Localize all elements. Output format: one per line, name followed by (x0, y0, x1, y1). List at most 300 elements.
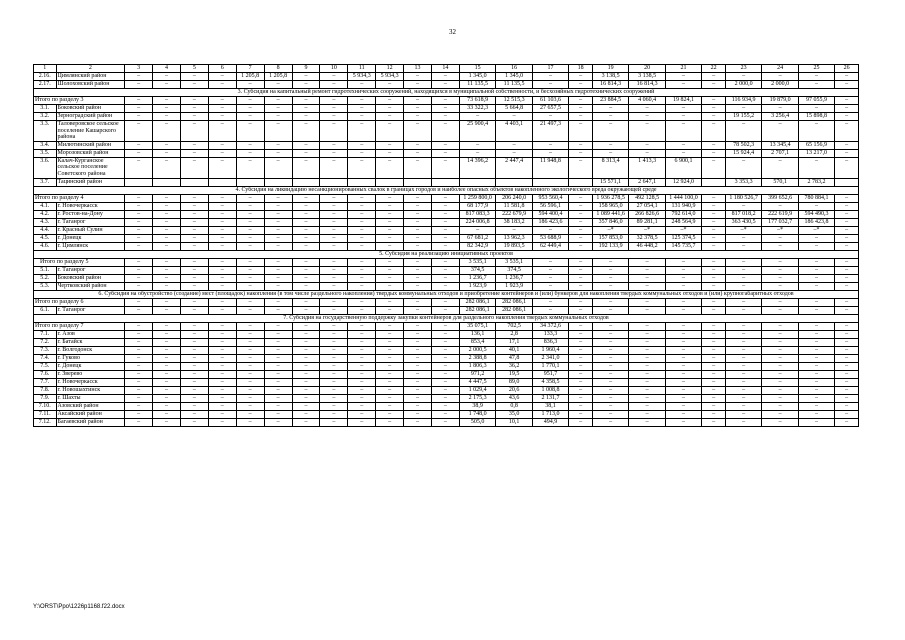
value-cell: – (496, 226, 532, 234)
value-cell: – (236, 157, 264, 178)
value-cell: – (292, 121, 320, 142)
table-row (34, 282, 859, 290)
value-cell: – (376, 370, 404, 378)
value-cell: – (292, 354, 320, 362)
value-cell (835, 178, 859, 186)
value-cell: – (376, 362, 404, 370)
value-cell: – (264, 141, 292, 149)
value-cell: – (431, 346, 459, 354)
value-cell: – (180, 402, 208, 410)
value-cell: – (208, 226, 236, 234)
value-cell: – (629, 113, 665, 121)
value-cell: 136,1 (459, 330, 495, 338)
value-cell: 89 281,1 (629, 218, 665, 226)
value-cell: – (592, 354, 628, 362)
value-cell: – (153, 105, 181, 113)
value-cell: 43,6 (496, 394, 532, 402)
value-cell: – (208, 202, 236, 210)
value-cell: – (725, 338, 761, 346)
value-cell: 16 814,3 (592, 81, 628, 89)
value-cell: – (702, 73, 726, 81)
value-cell: – (264, 81, 292, 89)
value-cell: – (798, 298, 834, 306)
municipality-name: Багаевский район (56, 418, 125, 426)
value-cell: – (404, 274, 432, 282)
value-cell: – (725, 298, 761, 306)
value-cell: – (665, 386, 701, 394)
value-cell: – (376, 258, 404, 266)
value-cell: – (665, 394, 701, 402)
value-cell: 13 217,0 (798, 149, 834, 157)
value-cell: – (348, 354, 376, 362)
value-cell: – (320, 346, 348, 354)
value-cell: – (208, 81, 236, 89)
value-cell: – (569, 121, 593, 142)
value-cell (320, 178, 348, 186)
value-cell: – (665, 338, 701, 346)
value-cell: 25 900,4 (459, 121, 495, 142)
value-cell: –* (762, 226, 798, 234)
value-cell: – (798, 202, 834, 210)
value-cell: – (431, 242, 459, 250)
column-number-cell: 11 (348, 65, 376, 73)
value-cell: – (208, 386, 236, 394)
table-row (34, 362, 859, 370)
value-cell: – (835, 113, 859, 121)
value-cell: – (592, 338, 628, 346)
value-cell: – (264, 266, 292, 274)
value-cell: – (532, 298, 568, 306)
value-cell: – (264, 386, 292, 394)
value-cell: – (835, 282, 859, 290)
value-cell: – (431, 330, 459, 338)
value-cell: – (376, 322, 404, 330)
value-cell: 14 396,2 (459, 157, 495, 178)
value-cell: – (431, 298, 459, 306)
value-cell: – (725, 258, 761, 266)
value-cell: – (348, 298, 376, 306)
section-total-row (34, 322, 859, 330)
value-cell: – (404, 306, 432, 314)
value-cell: – (725, 330, 761, 338)
value-cell: – (320, 274, 348, 282)
value-cell: 1 923,9 (496, 282, 532, 290)
value-cell: – (125, 266, 153, 274)
value-cell: – (264, 322, 292, 330)
value-cell: 505,0 (459, 418, 495, 426)
value-cell: – (376, 194, 404, 202)
value-cell: 19 879,0 (762, 97, 798, 105)
value-cell: 1 259 800,0 (459, 194, 495, 202)
row-number: 5.2. (34, 274, 57, 282)
column-number-cell: 26 (835, 65, 859, 73)
value-cell: 27 054,1 (629, 202, 665, 210)
value-cell: – (725, 402, 761, 410)
value-cell: – (376, 234, 404, 242)
value-cell: – (569, 157, 593, 178)
value-cell: 1 345,0 (496, 73, 532, 81)
value-cell: 1 205,8 (236, 73, 264, 81)
value-cell: – (320, 330, 348, 338)
value-cell: – (153, 370, 181, 378)
value-cell: – (180, 274, 208, 282)
value-cell: 192 133,9 (592, 242, 628, 250)
value-cell: 1 806,3 (459, 362, 495, 370)
value-cell: – (264, 157, 292, 178)
column-number-cell: 10 (320, 65, 348, 73)
value-cell: – (569, 378, 593, 386)
column-number-cell: 2 (56, 65, 125, 73)
value-cell: – (125, 194, 153, 202)
municipality-name: г. Таганрог (56, 266, 125, 274)
value-cell: – (153, 274, 181, 282)
value-cell: – (431, 274, 459, 282)
value-cell: – (180, 141, 208, 149)
value-cell: – (702, 330, 726, 338)
value-cell: – (592, 105, 628, 113)
value-cell: – (292, 322, 320, 330)
section-heading: 4. Субсидия на ликвидацию несанкционированных свалок в границах городов и наиболее опасных объектов накопленного экологического вреда окружающей среде (34, 186, 859, 194)
value-cell: – (348, 274, 376, 282)
value-cell: – (348, 194, 376, 202)
value-cell: – (569, 210, 593, 218)
value-cell: – (153, 338, 181, 346)
value-cell: 282 086,1 (496, 306, 532, 314)
value-cell: 1 770,1 (532, 362, 568, 370)
value-cell: – (798, 266, 834, 274)
value-cell: – (762, 378, 798, 386)
value-cell: – (702, 218, 726, 226)
value-cell: – (236, 306, 264, 314)
value-cell: – (665, 105, 701, 113)
value-cell: – (264, 194, 292, 202)
value-cell: – (431, 149, 459, 157)
value-cell: – (180, 330, 208, 338)
value-cell: 67 681,2 (459, 234, 495, 242)
value-cell: – (320, 202, 348, 210)
column-number-cell: 13 (404, 65, 432, 73)
value-cell: – (725, 234, 761, 242)
value-cell: – (592, 266, 628, 274)
row-number: 6.1. (34, 306, 57, 314)
value-cell: – (180, 194, 208, 202)
value-cell: – (798, 105, 834, 113)
value-cell: 34 372,6 (532, 322, 568, 330)
value-cell (125, 178, 153, 186)
value-cell: – (592, 378, 628, 386)
value-cell: – (153, 346, 181, 354)
row-number: 7.9. (34, 394, 57, 402)
value-cell: – (798, 370, 834, 378)
total-label: Итого по разделу 4 (34, 194, 125, 202)
section-heading: 5. Субсидия на реализацию инициативных проектов (34, 250, 859, 258)
value-cell: – (665, 81, 701, 89)
value-cell: – (348, 282, 376, 290)
value-cell: 12 515,3 (496, 97, 532, 105)
value-cell: – (208, 378, 236, 386)
municipality-name: г. Волгодонск (56, 346, 125, 354)
value-cell: – (376, 81, 404, 89)
value-cell: – (236, 418, 264, 426)
value-cell: – (569, 322, 593, 330)
value-cell: – (236, 394, 264, 402)
value-cell: 82 342,9 (459, 242, 495, 250)
value-cell: 2 000,0 (725, 81, 761, 89)
value-cell: – (431, 354, 459, 362)
value-cell: – (264, 394, 292, 402)
value-cell: 5 664,8 (496, 105, 532, 113)
value-cell: – (320, 194, 348, 202)
value-cell: 222 679,9 (496, 210, 532, 218)
value-cell: 224 006,8 (459, 218, 495, 226)
value-cell: 3 138,5 (629, 73, 665, 81)
value-cell: 1 345,0 (459, 73, 495, 81)
value-cell: – (153, 121, 181, 142)
value-cell: 951,7 (532, 370, 568, 378)
municipality-name: г. Донецк (56, 362, 125, 370)
value-cell: 61 103,6 (532, 97, 568, 105)
value-cell: – (376, 354, 404, 362)
value-cell: – (292, 218, 320, 226)
value-cell: – (208, 282, 236, 290)
section-heading-row (34, 290, 859, 298)
row-number: 7.12. (34, 418, 57, 426)
value-cell: – (629, 346, 665, 354)
value-cell: – (404, 73, 432, 81)
value-cell (702, 178, 726, 186)
value-cell: – (798, 157, 834, 178)
value-cell: – (376, 330, 404, 338)
value-cell: – (236, 386, 264, 394)
row-number: 4.3. (34, 218, 57, 226)
value-cell: 4 060,4 (629, 97, 665, 105)
value-cell: – (431, 194, 459, 202)
total-label: Итого по разделу 5 (34, 258, 125, 266)
value-cell: – (835, 234, 859, 242)
value-cell: – (208, 242, 236, 250)
value-cell: – (459, 149, 495, 157)
value-cell: 73 618,9 (459, 97, 495, 105)
row-number: 2.17. (34, 81, 57, 89)
value-cell: 46 448,2 (629, 242, 665, 250)
value-cell: – (592, 410, 628, 418)
value-cell: 702,5 (496, 322, 532, 330)
value-cell: – (835, 298, 859, 306)
value-cell: – (431, 97, 459, 105)
value-cell: – (569, 370, 593, 378)
value-cell: – (431, 73, 459, 81)
value-cell: – (592, 121, 628, 142)
value-cell: 11 948,8 (532, 157, 568, 178)
value-cell: – (404, 157, 432, 178)
table-row (34, 266, 859, 274)
value-cell: – (153, 298, 181, 306)
value-cell: – (264, 354, 292, 362)
column-number-cell: 12 (376, 65, 404, 73)
value-cell: – (376, 113, 404, 121)
value-cell: – (153, 226, 181, 234)
value-cell: – (125, 202, 153, 210)
value-cell: – (264, 418, 292, 426)
value-cell: – (320, 298, 348, 306)
value-cell: –* (665, 226, 701, 234)
value-cell: – (702, 282, 726, 290)
value-cell: – (292, 378, 320, 386)
value-cell: – (404, 218, 432, 226)
column-number-cell: 14 (431, 65, 459, 73)
value-cell: – (725, 202, 761, 210)
column-number-row (34, 65, 859, 73)
value-cell: – (153, 266, 181, 274)
total-label: Итого по разделу 7 (34, 322, 125, 330)
value-cell: – (292, 258, 320, 266)
value-cell: – (762, 306, 798, 314)
value-cell: 492 128,5 (629, 194, 665, 202)
table-row (34, 149, 859, 157)
value-cell: – (292, 105, 320, 113)
value-cell: – (569, 330, 593, 338)
value-cell: – (236, 338, 264, 346)
value-cell: 97 055,9 (798, 97, 834, 105)
value-cell: – (404, 418, 432, 426)
value-cell: – (459, 226, 495, 234)
value-cell: – (725, 266, 761, 274)
value-cell: – (725, 362, 761, 370)
value-cell: – (320, 402, 348, 410)
value-cell: – (629, 266, 665, 274)
page-number: 32 (449, 28, 456, 36)
value-cell: – (569, 194, 593, 202)
value-cell: – (292, 418, 320, 426)
value-cell: – (835, 370, 859, 378)
column-number-cell: 17 (532, 65, 568, 73)
value-cell: 89,0 (496, 378, 532, 386)
value-cell: – (665, 274, 701, 282)
value-cell: – (702, 234, 726, 242)
value-cell: – (125, 402, 153, 410)
value-cell: – (404, 282, 432, 290)
value-cell: – (125, 330, 153, 338)
value-cell: – (292, 226, 320, 234)
value-cell: – (236, 370, 264, 378)
value-cell: – (629, 105, 665, 113)
value-cell: 357 846,0 (592, 218, 628, 226)
value-cell: 6 900,1 (665, 157, 701, 178)
value-cell: – (592, 113, 628, 121)
section-total-row (34, 258, 859, 266)
value-cell: – (264, 97, 292, 105)
value-cell: – (404, 378, 432, 386)
value-cell (376, 178, 404, 186)
value-cell: – (629, 410, 665, 418)
value-cell: – (835, 306, 859, 314)
value-cell: – (431, 378, 459, 386)
value-cell: – (264, 218, 292, 226)
value-cell: – (292, 274, 320, 282)
value-cell: 17,1 (496, 338, 532, 346)
value-cell: – (725, 370, 761, 378)
value-cell: 4 358,5 (532, 378, 568, 386)
table-row (34, 274, 859, 282)
value-cell: – (236, 218, 264, 226)
value-cell: – (180, 97, 208, 105)
value-cell: – (348, 105, 376, 113)
value-cell: – (236, 202, 264, 210)
value-cell: 0,8 (496, 402, 532, 410)
value-cell: – (292, 394, 320, 402)
value-cell: 8 313,4 (592, 157, 628, 178)
value-cell: – (569, 242, 593, 250)
value-cell: 3 353,3 (725, 178, 761, 186)
value-cell: – (431, 157, 459, 178)
value-cell: – (798, 346, 834, 354)
value-cell: – (180, 113, 208, 121)
row-number: 5.3. (34, 282, 57, 290)
value-cell: – (376, 346, 404, 354)
column-number-cell: 9 (292, 65, 320, 73)
value-cell: 2 341,0 (532, 354, 568, 362)
value-cell (153, 178, 181, 186)
value-cell: – (153, 81, 181, 89)
value-cell: – (348, 157, 376, 178)
value-cell: – (702, 258, 726, 266)
value-cell: – (702, 306, 726, 314)
value-cell: – (629, 370, 665, 378)
value-cell: – (180, 258, 208, 266)
value-cell: 1 748,0 (459, 410, 495, 418)
value-cell: 3 535,1 (496, 258, 532, 266)
value-cell: – (125, 370, 153, 378)
value-cell: – (629, 258, 665, 266)
value-cell: – (496, 141, 532, 149)
value-cell: – (348, 141, 376, 149)
value-cell: – (569, 306, 593, 314)
value-cell: – (532, 226, 568, 234)
value-cell: – (762, 258, 798, 266)
value-cell: 62 449,4 (532, 242, 568, 250)
value-cell: – (320, 105, 348, 113)
value-cell: 2 000,0 (762, 81, 798, 89)
column-number-cell: 15 (459, 65, 495, 73)
value-cell: – (180, 338, 208, 346)
table-row (34, 202, 859, 210)
table-row (34, 105, 859, 113)
value-cell: – (320, 113, 348, 121)
value-cell: – (431, 141, 459, 149)
value-cell: – (264, 338, 292, 346)
table-row (34, 370, 859, 378)
value-cell: 1 960,4 (532, 346, 568, 354)
value-cell: – (762, 362, 798, 370)
value-cell: 47,8 (496, 354, 532, 362)
value-cell: – (665, 330, 701, 338)
value-cell: – (376, 410, 404, 418)
value-cell: – (404, 322, 432, 330)
value-cell: – (348, 121, 376, 142)
value-cell: 33 322,3 (459, 105, 495, 113)
value-cell: – (665, 410, 701, 418)
value-cell: 2 447,4 (496, 157, 532, 178)
value-cell: – (835, 81, 859, 89)
value-cell: – (798, 338, 834, 346)
value-cell: – (348, 226, 376, 234)
municipality-name: Аксайский район (56, 410, 125, 418)
municipality-name: Тацинский район (56, 178, 125, 186)
value-cell: – (125, 97, 153, 105)
table-row (34, 157, 859, 178)
value-cell: 20,6 (496, 386, 532, 394)
value-cell: – (665, 149, 701, 157)
